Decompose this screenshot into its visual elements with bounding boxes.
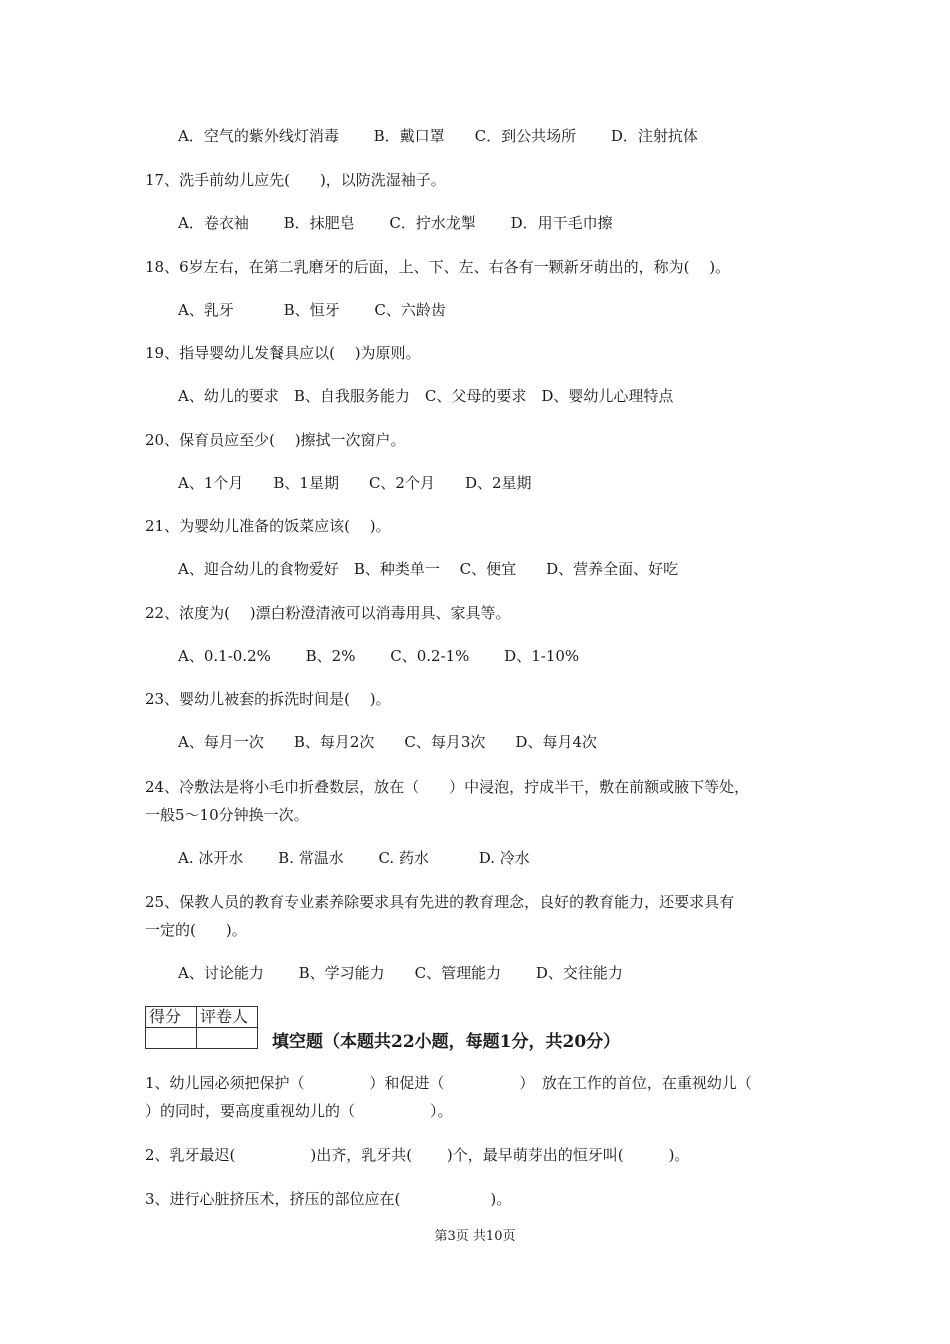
question-25-options: A、讨论能力 B、学习能力 C、管理能力 D、交往能力 <box>178 964 623 982</box>
question-20-stem: 20、保育员应至少( )擦拭一次窗户。 <box>145 431 406 449</box>
question-24-stem: 24、冷敷法是将小毛巾折叠数层，放在（ ）中浸泡，拧成半干，敷在前额或腋下等处， <box>145 778 750 796</box>
question-18-options: A、乳牙 B、恒牙 C、六龄齿 <box>178 301 446 319</box>
question-21-stem: 21、为婴幼儿准备的饭菜应该( )。 <box>145 517 391 535</box>
score-box <box>145 1006 258 1049</box>
question-24-stem-cont: 一般5～10分钟换一次。 <box>145 806 309 824</box>
question-19-stem: 19、指导婴幼儿发餐具应以( )为原则。 <box>145 344 421 362</box>
reviewer-label: 评卷人 <box>197 1007 258 1028</box>
fill-1-line-2: ）的同时，要高度重视幼儿的（ ）。 <box>145 1102 453 1120</box>
question-17-stem: 17、洗手前幼儿应先( )，以防洗湿袖子。 <box>145 171 446 189</box>
question-19-options: A、幼儿的要求 B、自我服务能力 C、父母的要求 D、婴幼儿心理特点 <box>178 387 674 405</box>
reviewer-cell <box>197 1028 258 1049</box>
question-23-stem: 23、婴幼儿被套的拆洗时间是( )。 <box>145 690 391 708</box>
question-17-options: A．卷衣袖 B．抹肥皂 C．拧水龙掣 D．用干毛巾擦 <box>178 214 613 232</box>
question-20-options: A、1个月 B、1星期 C、2个月 D、2星期 <box>178 474 532 492</box>
question-25-stem: 25、保教人员的教育专业素养除要求具有先进的教育理念，良好的教育能力，还要求具有 <box>145 893 735 911</box>
section-title: 填空题（本题共22小题，每题1分，共20分） <box>272 1032 621 1052</box>
page-footer: 第3页 共10页 <box>434 1229 516 1244</box>
fill-3: 3、进行心脏挤压术，挤压的部位应在( )。 <box>145 1190 512 1208</box>
question-23-options: A、每月一次 B、每月2次 C、每月3次 D、每月4次 <box>178 733 597 751</box>
question-18-stem: 18、6岁左右，在第二乳磨牙的后面，上、下、左、右各有一颗新牙萌出的，称为( )。 <box>145 258 731 276</box>
question-25-stem-cont: 一定的( )。 <box>145 921 247 939</box>
score-label: 得分 <box>146 1007 197 1028</box>
score-cell <box>146 1028 197 1049</box>
question-16-options: A．空气的紫外线灯消毒 B．戴口罩 C．到公共场所 D．注射抗体 <box>178 127 698 145</box>
question-21-options: A、迎合幼儿的食物爱好 B、种类单一 C、便宜 D、营养全面、好吃 <box>178 560 679 578</box>
question-24-options: A. 冰开水 B. 常温水 C. 药水 D. 冷水 <box>178 849 530 867</box>
question-22-stem: 22、浓度为( )漂白粉澄清液可以消毒用具、家具等。 <box>145 604 511 622</box>
fill-1-line-1: 1、幼儿园必须把保护（ ）和促进（ ） 放在工作的首位，在重视幼儿（ <box>145 1074 752 1092</box>
fill-2: 2、乳牙最迟( )出齐，乳牙共( )个，最早萌芽出的恒牙叫( )。 <box>145 1146 690 1164</box>
question-22-options: A、0.1-0.2% B、2% C、0.2-1% D、1-10% <box>178 647 580 665</box>
